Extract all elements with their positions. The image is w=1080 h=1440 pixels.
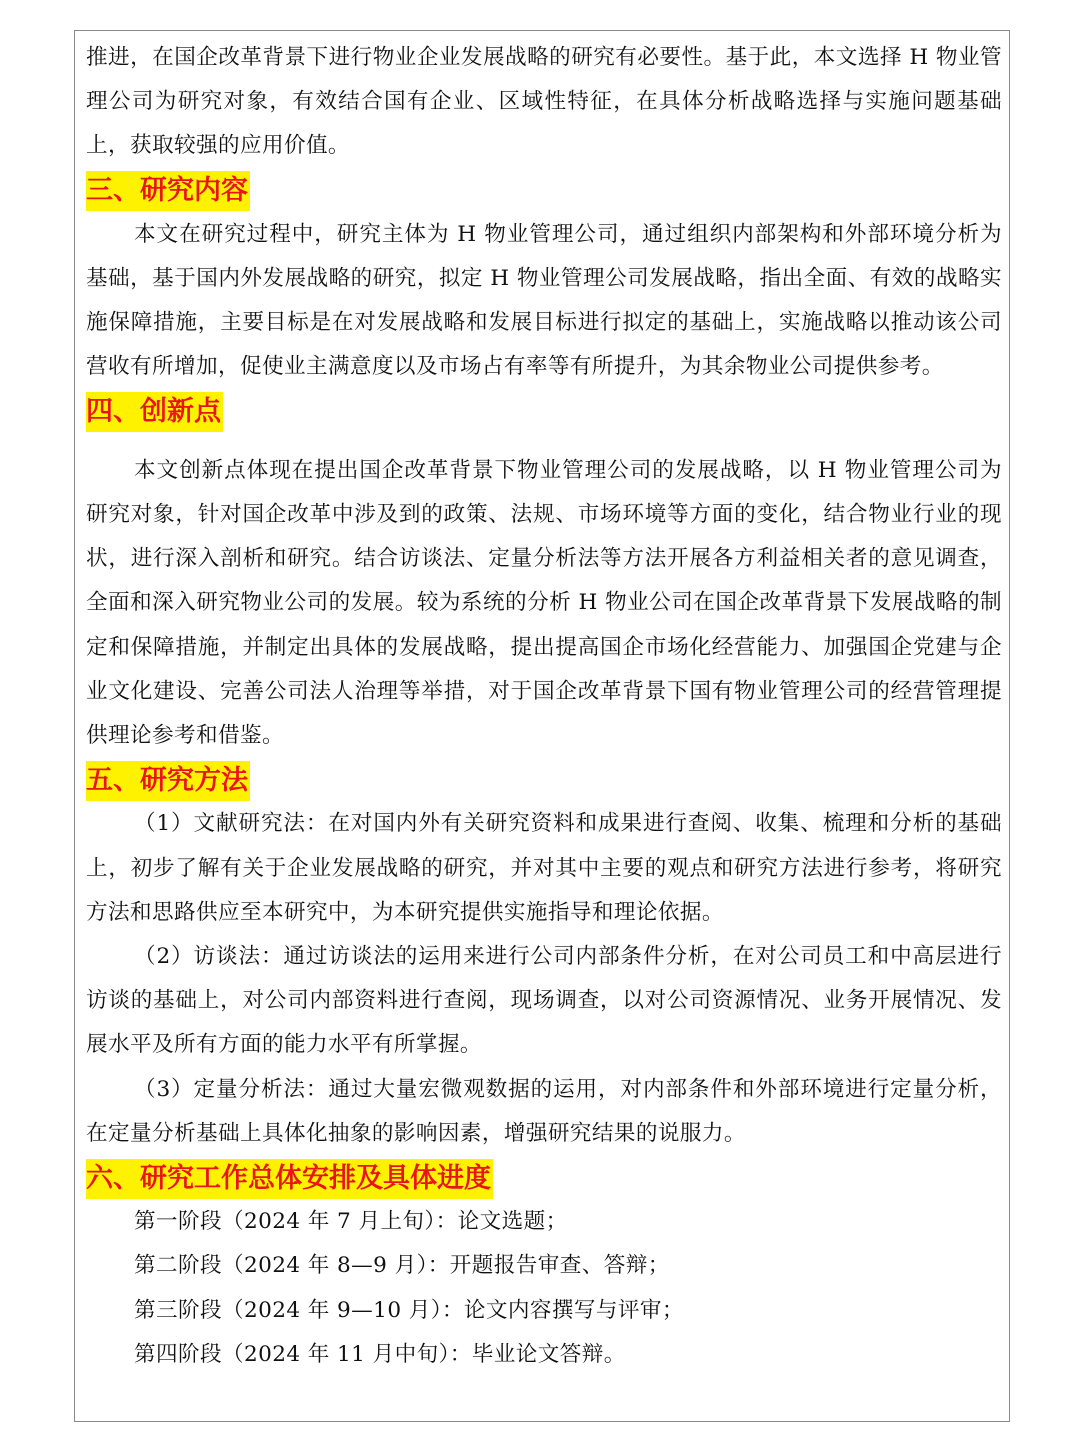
section-heading-research-content xyxy=(86,169,1002,213)
section-heading-schedule xyxy=(86,1156,1002,1200)
section-heading-label: 五、研究方法 xyxy=(86,761,250,801)
intro-paragraph: 推进，在国企改革背景下进行物业企业发展战略的研究有必要性。基于此，本文选择 H 物业管理公司为研究对象，有效结合国有企业、区域性特征，在具体分析战略选择与实施问题基础上，获取较强的应用价值。 xyxy=(86,45,1002,159)
spacer xyxy=(86,434,1002,449)
section-heading-label: 三、研究内容 xyxy=(86,171,250,211)
method-interview-paragraph: （2）访谈法：通过访谈法的运用来进行公司内部条件分析，在对公司员工和中高层进行访谈的基础上，对公司内部资料进行查阅，现场调查，以对公司资源情况、业务开展情况、发展水平及所有方面的能力水平有所掌握。 xyxy=(86,944,1002,1058)
schedule-stage-1: 第一阶段（2024 年 7 月上旬）：论文选题； xyxy=(134,1209,568,1235)
method-quantitative-paragraph: （3）定量分析法：通过大量宏微观数据的运用，对内部条件和外部环境进行定量分析，在定量分析基础上具体化抽象的影响因素，增强研究结果的说服力。 xyxy=(86,1076,1002,1146)
section-heading-innovation xyxy=(86,390,1002,434)
section-heading-research-methods xyxy=(86,758,1002,802)
method-literature-paragraph: （1）文献研究法：在对国内外有关研究资料和成果进行查阅、收集、梳理和分析的基础上，初步了解有关于企业发展战略的研究，并对其中主要的观点和研究方法进行参考，将研究方法和思路供应至本研究中，为本研究提供实施指导和理论依据。 xyxy=(86,811,1002,925)
innovation-paragraph: 本文创新点体现在提出国企改革背景下物业管理公司的发展战略，以 H 物业管理公司为研究对象，针对国企改革中涉及到的政策、法规、市场环境等方面的变化，结合物业行业的现状，进行深入剖析和研究。结合访谈法、定量分析法等方法开展各方利益相关者的意见调查，全面和深入研究物业公司的发展。较为系统的分析 H 物业公司在国企改革背景下发展战略的制定和保障措施，并制定出具体的发展战略，提出提高国企市场化经营能力、加强国企党建与企业文化建设、完善公司法人治理等举措，对于国企改革背景下国有物业管理公司的经营管理提供理论参考和借鉴。 xyxy=(86,457,1002,749)
schedule-stage-2: 第二阶段（2024 年 8—9 月）：开题报告审查、答辩； xyxy=(134,1253,670,1279)
schedule-list xyxy=(86,1200,1002,1377)
document-body xyxy=(86,36,1002,1377)
research-content-paragraph: 本文在研究过程中，研究主体为 H 物业管理公司，通过组织内部架构和外部环境分析为基础，基于国内外发展战略的研究，拟定 H 物业管理公司发展战略，指出全面、有效的战略实施保障措施，主要目标是在对发展战略和发展目标进行拟定的基础上，实施战略以推动该公司营收有所增加，促使业主满意度以及市场占有率等有所提升，为其余物业公司提供参考。 xyxy=(86,221,1002,380)
section-heading-label: 四、创新点 xyxy=(86,392,223,432)
schedule-stage-3: 第三阶段（2024 年 9—10 月）：论文内容撰写与评审； xyxy=(134,1297,684,1323)
section-heading-label: 六、研究工作总体安排及具体进度 xyxy=(86,1159,493,1199)
schedule-stage-4: 第四阶段（2024 年 11 月中旬）：毕业论文答辩。 xyxy=(134,1341,626,1367)
